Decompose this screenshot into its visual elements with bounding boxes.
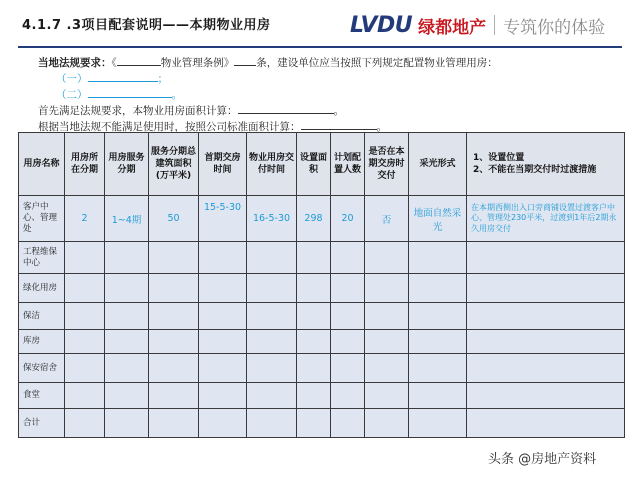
table-cell: 15-5-30 [199, 196, 247, 242]
table-cell [65, 242, 105, 274]
table-row [19, 383, 625, 409]
table-cell [247, 354, 297, 383]
area-calc-line: 首先满足法规要求，本物业用房面积计算： 。 [38, 102, 628, 118]
header-first-delivery: 首期交房时间 [199, 133, 247, 196]
room-name-cell: 客户中心、管理处 [19, 196, 65, 242]
table-row [19, 303, 625, 330]
table-cell [409, 383, 467, 409]
table-cell [105, 274, 149, 303]
regulation-item-2: （二） 。 [56, 86, 628, 102]
header-staff: 计划配置人数 [331, 133, 365, 196]
table-row [19, 196, 625, 242]
table-cell: 1~4期 [105, 196, 149, 242]
table-cell [365, 354, 409, 383]
header-room-name: 用房名称 [19, 133, 65, 196]
brand-name: 绿都地产 [418, 17, 487, 38]
table-cell: 20 [331, 196, 365, 242]
regulation-item-1: （一） ； [56, 70, 628, 86]
table-cell [467, 409, 625, 438]
header-location-text [473, 152, 622, 176]
table-cell [149, 242, 199, 274]
table-cell [409, 354, 467, 383]
table-cell [149, 303, 199, 330]
table-cell [65, 354, 105, 383]
room-name-cell: 保安宿舍 [19, 354, 65, 383]
room-name-cell: 保洁 [19, 303, 65, 330]
table-cell [467, 242, 625, 274]
header-room-delivery: 物业用房交付时间 [247, 133, 297, 196]
table-cell [199, 409, 247, 438]
header-divider [18, 46, 622, 48]
brand-slogan: 专筑你的体验 [503, 17, 606, 38]
table-row [19, 330, 625, 354]
table-cell [467, 274, 625, 303]
table-row [19, 242, 625, 274]
table-cell [105, 303, 149, 330]
section-title: 4.1.7 .3项目配套说明——本期物业用房 [22, 18, 271, 33]
table-cell [409, 242, 467, 274]
table-cell [199, 303, 247, 330]
table-cell [331, 354, 365, 383]
table-cell [467, 303, 625, 330]
table-cell: 地面自然采光 [409, 196, 467, 242]
table-cell [105, 330, 149, 354]
header-location-measures [467, 133, 625, 196]
table-cell [105, 409, 149, 438]
table-cell [247, 383, 297, 409]
table-cell [65, 383, 105, 409]
brand-logo-mark: LVDU [350, 12, 413, 38]
room-name-cell: 工程维保中心 [19, 242, 65, 274]
table-cell [331, 274, 365, 303]
table-row [19, 409, 625, 438]
table-cell: 50 [149, 196, 199, 242]
table-cell [247, 242, 297, 274]
table-cell [467, 330, 625, 354]
table-cell: 在本期西侧出入口旁商铺设置过渡客户中心、管理处230平米，过渡到1年后2期永久用房交付 [467, 196, 625, 242]
room-name-cell: 绿化用房 [19, 274, 65, 303]
table-cell [105, 354, 149, 383]
table-row [19, 274, 625, 303]
table-cell: 否 [365, 196, 409, 242]
table-cell [297, 409, 331, 438]
table-cell [199, 354, 247, 383]
table-cell [65, 303, 105, 330]
table-cell [149, 330, 199, 354]
regulation-line-1: 当地法规要求：《 物业管理条例》 条，建设单位应当按照下列规定配置物业管理用房： [38, 54, 628, 70]
header-service-phase: 用房服务分期 [105, 133, 149, 196]
table-cell: 16-5-30 [247, 196, 297, 242]
table-cell [247, 330, 297, 354]
table-cell [199, 274, 247, 303]
table-cell [65, 274, 105, 303]
table-header-row [19, 133, 625, 196]
regulation-text [38, 54, 628, 134]
table-cell [199, 330, 247, 354]
header-location-line: 1、设置位置 [473, 153, 525, 163]
table-cell [297, 242, 331, 274]
regulation-article-blank [234, 54, 256, 66]
property-room-table [18, 132, 625, 438]
table-cell [331, 303, 365, 330]
table-cell [331, 242, 365, 274]
table-cell [149, 383, 199, 409]
watermark: 头条 @房地产资料 [488, 452, 597, 467]
table-cell [105, 242, 149, 274]
table-cell [467, 383, 625, 409]
table-cell [409, 409, 467, 438]
table-cell [365, 383, 409, 409]
brand-logo [350, 12, 605, 38]
table-cell [199, 242, 247, 274]
brand-divider [494, 15, 495, 35]
table-cell [297, 274, 331, 303]
table-cell: 298 [297, 196, 331, 242]
table-cell [365, 303, 409, 330]
table-cell [409, 274, 467, 303]
regulation-label: 当地法规要求： [38, 57, 112, 69]
table-cell [409, 303, 467, 330]
table-cell [467, 354, 625, 383]
table-cell [149, 409, 199, 438]
header-room-phase: 用房所在分期 [65, 133, 105, 196]
table-cell [297, 303, 331, 330]
table-cell [331, 383, 365, 409]
table-cell [149, 354, 199, 383]
table-cell [409, 330, 467, 354]
table-cell [365, 330, 409, 354]
table-cell: 2 [65, 196, 105, 242]
table-cell [149, 274, 199, 303]
table-cell [365, 274, 409, 303]
table-cell [297, 383, 331, 409]
table-cell [65, 330, 105, 354]
table-cell [331, 330, 365, 354]
header-service-area: 服务分期总建筑面积(万平米) [149, 133, 199, 196]
table-cell [65, 409, 105, 438]
header-deliver-now: 是否在本期交房时交付 [365, 133, 409, 196]
room-name-cell: 食堂 [19, 383, 65, 409]
table-row [19, 354, 625, 383]
room-name-cell: 合计 [19, 409, 65, 438]
table-cell [247, 274, 297, 303]
standard-calc-line: 根据当地法规不能满足使用时，按照公司标准面积计算： 。 [38, 118, 628, 134]
table-cell [365, 242, 409, 274]
table-cell [365, 409, 409, 438]
table-cell [247, 409, 297, 438]
header-lighting: 采光形式 [409, 133, 467, 196]
header-location-line: 2、不能在当期交付时过渡措施 [473, 165, 597, 175]
page-header [0, 0, 640, 48]
table-cell [105, 383, 149, 409]
table-cell [247, 303, 297, 330]
room-name-cell: 库房 [19, 330, 65, 354]
table-cell [297, 330, 331, 354]
table-cell [199, 383, 247, 409]
table-cell [297, 354, 331, 383]
table-cell [331, 409, 365, 438]
regulation-name-blank [117, 54, 161, 66]
header-area: 设置面积 [297, 133, 331, 196]
